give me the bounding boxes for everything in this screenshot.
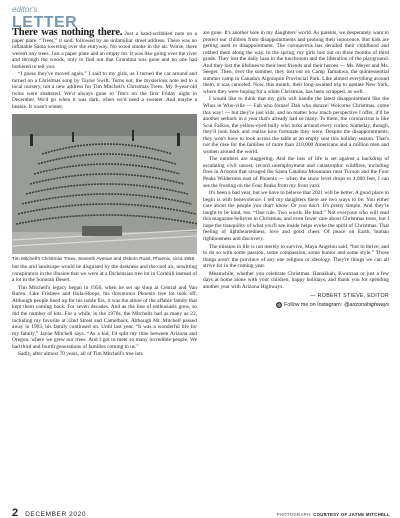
right-column <box>203 30 389 308</box>
body-paragraph: The numbers are staggering. And the loss of life is set against a backdrop of escalating civil unrest, record unemployment and catastrophic wildfires, including fires in Arizona that ravaged the Santa Catalina Mountains near Tucson and the Four Peaks Wilderness east of Phoenix — when the snow level drops to 4,000 feet, I can see the frosting on the Four Peaks from my front yard. <box>203 156 389 189</box>
section-title: LETTER <box>12 14 78 31</box>
issue-date: DECEMBER 2020 <box>25 511 87 518</box>
body-text: Just a hand-scribbled note on a paper plate. “Trees,” it said, followed by an unfamiliar street address. There was no inflatable Santa towering over the entryway. No wood smoke in the air. Worse, there weren't any trees. Just a paper plate and an empty lot. It was like going over the river and through the woods, only to find out that Grandma was gone and no one had bothered to tell you. <box>12 31 197 70</box>
photo-credit <box>277 512 390 517</box>
body-paragraph: “I guess they've moved again,” I said to my girls, as I turned the car around and turned on a Christmas song by Taylor Swift. Turns out, the mysterious note led to a local nursery, not a new address for Tim Mitchell's Christmas Trees. My 9-year-old twins were shattered. We'd always gone to Tim's on the first Friday night in December. We'd go when it was dark, when we'd need a sweater. And maybe a beanie. It wasn't winter, <box>12 71 197 111</box>
social-follow[interactable] <box>203 302 389 309</box>
instagram-icon: ◎ <box>277 302 281 308</box>
body-paragraph: but the arid landscape would be disguised by the darkness and the cool air, unwitting conspirators in the illusion that we were at a Dickensian tree lot in Cornhill instead of a lot in the Sonoran Desert. <box>12 264 197 284</box>
body-paragraph: Meanwhile, whether you celebrate Christmas, Hanukkah, Kwanzaa or just a few days at home alone with your children, happy holidays, and thank you for spending another year with Arizona Highways. <box>203 270 389 290</box>
body-paragraph: It's been a bad year, but we have to believe that 2021 will be better. A good place to begin is with benevolence. I tell my daughters there are two ways to be: You either care about the people you don't know. Or you don't. It's pretty simple. And they're taught to be kind, too. “One rule. Two words. Be kind.” Not everyone who will read this magazine believes in Christmas, and even fewer care about Christmas trees, but I hope the tranquility of what you'll see inside helps evoke the spirit of Christmas. That feeling of lightheartedness, love and good cheer. Of peace on Earth, human rightiousness and discovery. <box>203 190 389 242</box>
photo-caption: Tim Mitchell's Christmas Trees, Seventh Avenue and Osborn Road, Phoenix, circa 1955 <box>12 255 195 261</box>
body-paragraph: are gone. It's another hole in my daughters' world. As parents, we desperately want to protect our children from disappointments and prolong their innocence. But kids are getting used to disappointment. The coronavirus has derailed their childhood and robbed them along the way. In the spring, my girls lost out on three months of third grade. They lost the daily luau in the lunchroom and the liberation of the playground. And they lost the lifelines to their best friends and their heroes — Ms. Meyer and Ms. Seeger. Then, over the summer, they lost out on Camp Tamakwa, the quintessential summer camp in Canada's Algonquin Provincial Park. Like almost everything around them, it was canceled. Now, this month, their long-awaited trip to upstate New York, where they were hoping for a white Christmas, has been scrapped, as well. <box>203 30 389 95</box>
page-number: 2 <box>12 507 19 518</box>
opening-paragraph <box>12 27 197 70</box>
social-handle[interactable]: @arizonahighways <box>344 301 389 308</box>
social-text: Follow me on Instagram: <box>284 301 343 308</box>
body-paragraph: Tim Mitchell's legacy began in 1950, when he set up shop at Central and Van Buren. Like Frisbees and Hula-Hoops, his downtown Phoenix tree lot took off. Although people lined up for his noble firs, it was the allure of the affable family that kept them coming back. For seven decades. And as the line of enthusiasts grew, so did the number of lots. For a while, in the 1970s, the Mitchells had as many as 22, including my favorite at 32nd Street and Camelback. Although Mr. Mitchell passed away in 1993, his family continued on. Until last year. “It was a wonderful life for my family,” Jayne Mitchell says. “As a kid, I'd split my time between Arizona and Oregon, where we grew our trees. And I got to meet so many incredible people. We had third and fourth generations of families coming to us.” <box>12 284 197 350</box>
folio <box>12 503 86 518</box>
body-paragraph: The mission in life is not merely to survive, Maya Angelou said, “but to thrive, and to do so with some passion, some compassion, some humor and some style.” Those things aren't the province of any one religion or ideology. They're things we can all strive for in the coming year. <box>203 243 389 270</box>
editor-signature: — ROBERT STIEVE, EDITOR <box>310 293 389 300</box>
lead-in: There was nothing there. <box>12 27 123 38</box>
credit-value: COURTESY OF JAYNE MITCHELL <box>313 512 390 517</box>
tree-lot-aerial-photo <box>12 114 197 254</box>
section-kicker: editor's <box>12 5 38 14</box>
left-column <box>12 27 197 359</box>
body-paragraph: I would like to think that my girls will handle the latest disappointment like the Whos in Who-ville — Fah who foraze! Dah who doraze! Welcome Christmas, come this way! — but they're just kids, and no matter how much perspective I offer, it'll be another setback in a year that's already had so many. To them, the coronavirus is like Scut Farkus, the yellow-eyed bully who lurks around every corner. Someday, though, they'll look back and realize how fortunate they were. Despite the disappointments, they won't have to look across the table at an empty seat this holiday season. That's not the case for the families of more than 210,000 Americans and a million men and women around the world. <box>203 96 389 155</box>
body-paragraph: Sadly, after almost 70 years, all of Tim Mitchell's tree lots <box>18 351 143 358</box>
aerial-photo-illustration <box>12 114 197 254</box>
credit-label: PHOTOGRAPH: <box>276 512 312 517</box>
page-footer <box>12 503 390 518</box>
